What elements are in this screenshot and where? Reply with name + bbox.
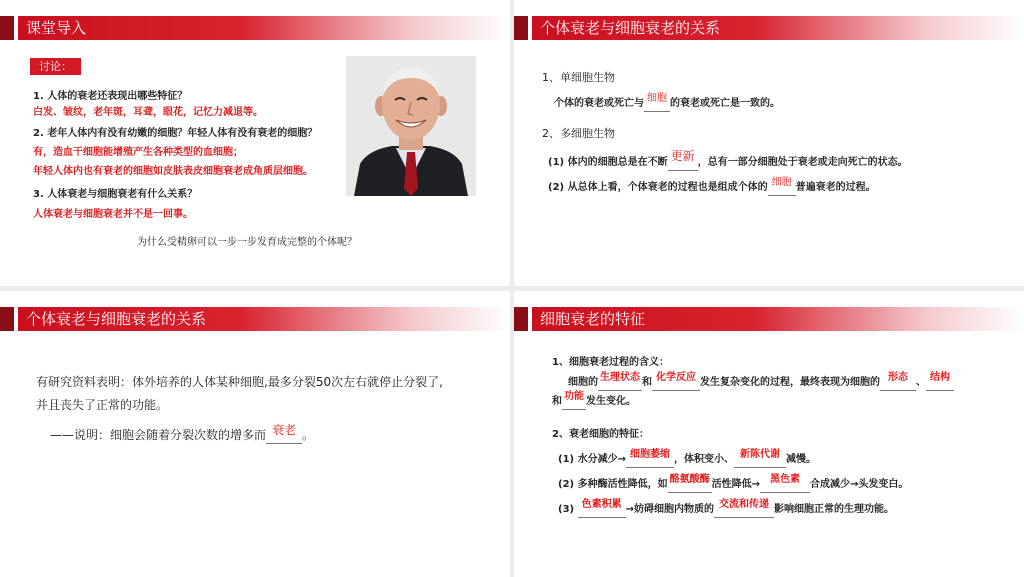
answer-text: 衰老 (272, 423, 297, 437)
title-bar-accent (514, 16, 528, 40)
blank-answer (768, 177, 796, 196)
title-bar-accent (0, 16, 14, 40)
definition-line-2 (552, 391, 636, 410)
text-segment: →妨碍细胞内物质的 (625, 504, 714, 515)
slide-title: 课堂导入 (26, 19, 87, 37)
text-segment: 减慢。 (785, 454, 816, 465)
text-segment: 和 (552, 396, 562, 407)
answer-text: 细胞 (771, 177, 792, 188)
title-bar-band (18, 16, 510, 40)
question-1: 1. 人体的衰老还表现出哪些特征？ (33, 91, 188, 102)
text-segment: (1) 水分减少→ (558, 454, 626, 465)
bottom-question: 为什么受精卵可以一步一步发育成完整的个体呢？ (137, 237, 357, 248)
feature-row-1 (558, 449, 816, 468)
heading-features: 2、衰老细胞的特征： (552, 429, 649, 440)
answer-text: 功能 (564, 391, 584, 402)
paragraph-line-2: 并且丧失了正常的功能。 (36, 398, 169, 412)
answer-2-line-2: 年轻人体内也有衰老的细胞如皮肤表皮细胞衰老成角质层细胞。 (33, 166, 313, 177)
discussion-tag: 讨论： (30, 58, 81, 75)
title-bar (514, 307, 1024, 331)
answer-3: 人体衰老与细胞衰老并不是一回事。 (33, 209, 193, 220)
blank-answer (598, 372, 642, 391)
blank-answer (626, 449, 674, 468)
text-segment: 活性降低→ (711, 479, 760, 490)
slide-title: 个体衰老与细胞衰老的关系 (26, 310, 207, 328)
blank-answer (760, 474, 810, 493)
blank-answer (734, 449, 786, 468)
blank-answer (926, 372, 954, 391)
text-segment: 细胞的 (568, 377, 598, 388)
heading-definition: 1、细胞衰老过程的含义： (552, 357, 669, 368)
conclusion-line (50, 423, 315, 444)
title-bar (514, 16, 1024, 40)
text-segment: 和 (642, 377, 652, 388)
answer-text: 形态 (888, 372, 908, 383)
text-segment: 合成减少→头发变白。 (809, 479, 909, 490)
paragraph-line-1: 有研究资料表明：体外培养的人体某种细胞,最多分裂50次左右就停止分裂了, (36, 375, 443, 389)
slide-division-limit (0, 291, 510, 577)
multicellular-line-2 (548, 177, 876, 196)
blank-answer (714, 499, 774, 518)
blank-answer (668, 149, 698, 171)
answer-text: 细胞萎缩 (629, 449, 670, 460)
text-segment: ——说明：细胞会随着分裂次数的增多而 (50, 428, 267, 442)
answer-text: 黑色素 (769, 474, 800, 485)
heading-multicellular: 2、多细胞生物 (542, 127, 615, 140)
blank-answer (880, 372, 916, 391)
text-segment: (3) (558, 504, 575, 515)
blank-answer (652, 372, 700, 391)
answer-text: 更新 (670, 149, 695, 163)
blank-answer (562, 391, 586, 410)
slide-title: 个体衰老与细胞衰老的关系 (540, 19, 721, 37)
heading-unicellular: 1、单细胞生物 (542, 71, 615, 84)
feature-row-3 (558, 499, 894, 518)
slide-classroom-intro (0, 0, 510, 286)
elderly-man-illustration (346, 56, 476, 196)
answer-text: 酪氨酸酶 (669, 474, 710, 485)
unicellular-line (554, 93, 780, 112)
answer-text: 生理状态 (600, 372, 640, 383)
title-bar (0, 307, 510, 331)
blank-answer (578, 499, 626, 518)
answer-text: 色素积累 (581, 499, 622, 510)
text-segment: 的衰老或死亡是一致的。 (670, 98, 780, 109)
text-segment: 发生变化。 (586, 396, 636, 407)
answer-2-line-1: 有，造血干细胞能增殖产生各种类型的血细胞； (33, 147, 243, 158)
blank-answer (266, 423, 302, 444)
answer-text: 化学反应 (656, 372, 696, 383)
text-segment: 影响细胞正常的生理功能。 (773, 504, 894, 515)
text-segment: ，总有一部分细胞处于衰老或走向死亡的状态。 (697, 157, 908, 168)
answer-1: 白发、皱纹，老年斑，耳聋，眼花，记忆力减退等。 (33, 107, 263, 118)
definition-line-1 (568, 372, 954, 391)
blank-answer (644, 93, 670, 112)
text-segment: 个体的衰老或死亡与 (554, 98, 644, 109)
blank-answer (668, 474, 712, 493)
elderly-man-photo (346, 56, 476, 196)
answer-text: 细胞 (647, 93, 667, 104)
title-bar (0, 16, 510, 40)
answer-text: 新陈代谢 (739, 449, 780, 460)
slide-individual-vs-cell-aging (514, 0, 1024, 286)
text-segment: (2) 从总体上看，个体衰老的过程也是组成个体的 (548, 182, 768, 193)
answer-text: 结构 (930, 372, 950, 383)
title-bar-accent (0, 307, 14, 331)
text-segment: 。 (302, 428, 315, 442)
text-segment: 发生复杂变化的过程，最终表现为细胞的 (700, 377, 880, 388)
text-segment: 普遍衰老的过程。 (795, 182, 876, 193)
text-segment: ，体积变小、 (673, 454, 734, 465)
text-segment: (1) 体内的细胞总是在不断 (548, 157, 668, 168)
multicellular-line-1 (548, 149, 908, 171)
slide-title: 细胞衰老的特征 (540, 310, 646, 328)
feature-row-2 (558, 474, 909, 493)
title-bar-accent (514, 307, 528, 331)
text-segment: 、 (916, 377, 926, 388)
answer-text: 交流和传递 (718, 499, 769, 510)
slide-aging-cell-features (514, 291, 1024, 577)
question-3: 3. 人体衰老与细胞衰老有什么关系？ (33, 189, 198, 200)
text-segment: (2) 多种酶活性降低，如 (558, 479, 668, 490)
question-2: 2. 老年人体内有没有幼嫩的细胞？年轻人体有没有衰老的细胞？ (33, 128, 318, 139)
